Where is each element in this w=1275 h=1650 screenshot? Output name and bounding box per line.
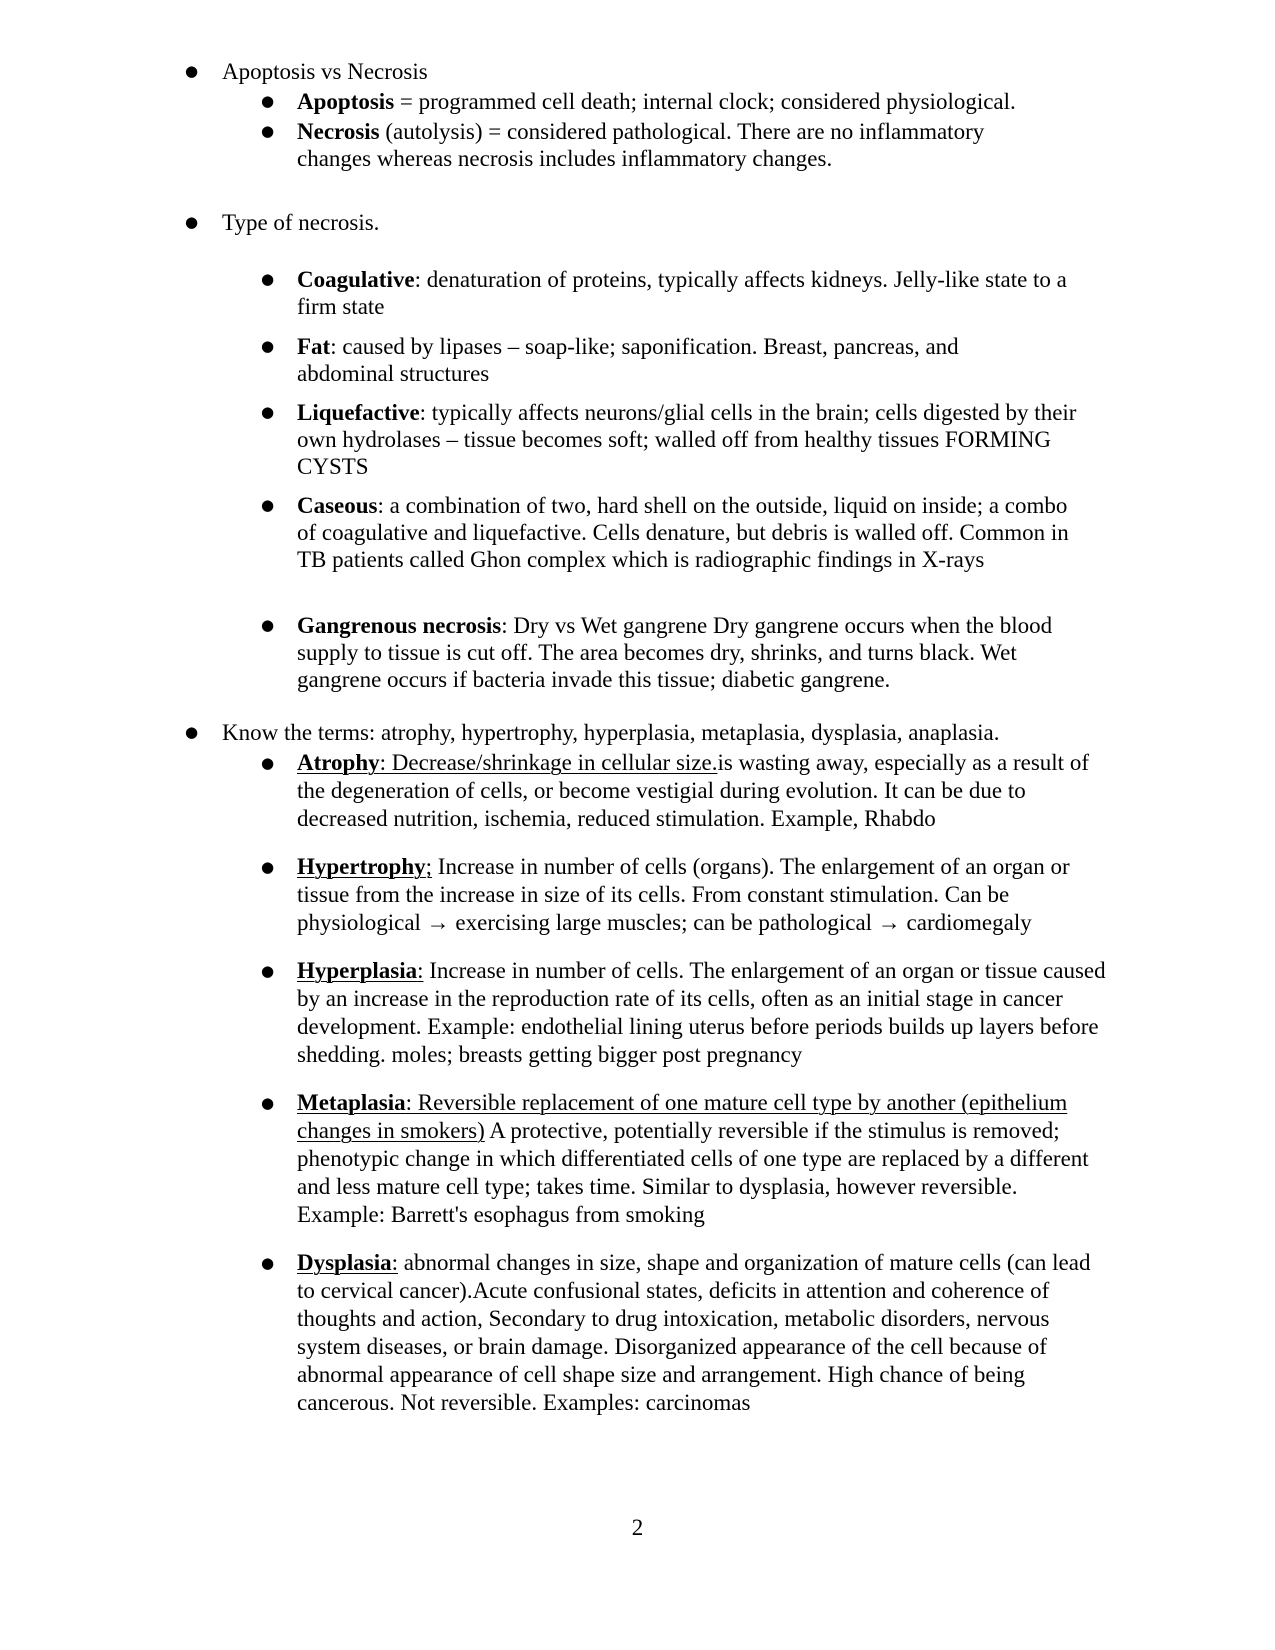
term: Liquefactive: [297, 400, 420, 425]
bullet-icon: ●: [261, 616, 275, 634]
term: Atrophy: [297, 750, 380, 775]
term: Caseous: [297, 493, 378, 518]
bullet-know-the-terms: [185, 719, 1122, 746]
definition: : caused by lipases – soap-like; saponification. Breast, pancreas, and abdominal structures: [297, 334, 959, 386]
bullet-icon: ●: [261, 270, 275, 288]
term: Metaplasia: [297, 1090, 406, 1115]
list-item: [261, 492, 1082, 573]
bullet-icon: ●: [185, 62, 199, 80]
definition: Increase in number of cells. The enlargement of an organ or tissue caused by an increase in the reproduction rate of its cells, often as an initial stage in cancer development. Example: endothelial lining uterus before periods builds up layers before shedding. moles; breasts getting bigger post pregnancy: [297, 958, 1106, 1067]
term: Apoptosis: [297, 89, 395, 114]
underlined-definition: :: [391, 1250, 398, 1275]
underlined-definition: : Decrease/shrinkage in cellular size.: [379, 750, 718, 775]
term: Hyperplasia: [297, 958, 418, 983]
term: Hypertrophy: [297, 854, 426, 879]
term: Fat: [297, 334, 331, 359]
underlined-definition: ;: [425, 854, 433, 879]
bullet-type-of-necrosis: [185, 209, 1102, 236]
definition: (autolysis) = considered pathological. There are no inflammatory changes whereas necrosis includes inflammatory changes.: [297, 119, 985, 171]
definition: Increase in number of cells (organs). The enlargement of an organ or tissue from the increase in size of its cells. From constant stimulation. Can be physiological → exercising large muscles; can be pathological → cardiomegaly: [297, 854, 1070, 935]
term: Coagulative: [297, 267, 415, 292]
bullet-icon: ●: [261, 1254, 275, 1272]
definition: = programmed cell death; internal clock; considered physiological.: [394, 89, 1016, 114]
bullet-icon: ●: [261, 962, 275, 980]
bullet-icon: ●: [261, 92, 275, 110]
term: Dysplasia: [297, 1250, 392, 1275]
bullet-apoptosis-vs-necrosis: [185, 58, 1102, 85]
underlined-definition: : Reversible replacement of one mature cell type by another (epithelium changes in smokers): [297, 1090, 1068, 1143]
definition: : Dry vs Wet gangrene Dry gangrene occurs when the blood supply to tissue is cut off. The area becomes dry, shrinks, and turns black. Wet gangrene occurs if bacteria invade this tissue; diabetic gangrene.: [297, 613, 1053, 692]
list-item: [261, 266, 1107, 320]
list-item: [261, 612, 1082, 693]
term: Gangrenous necrosis: [297, 613, 502, 638]
bullet-icon: ●: [261, 403, 275, 421]
page-number: 2: [631, 1515, 644, 1540]
bullet-icon: ●: [261, 754, 275, 772]
bullet-icon: ●: [261, 496, 275, 514]
list-item: [261, 749, 1107, 833]
definition: A protective, potentially reversible if the stimulus is removed; phenotypic change in which differentiated cells of one type are replaced by a different and less mature cell type; takes time. Similar to dysplasia, however reversible. Example: Barrett's esophagus from smoking: [297, 1118, 1089, 1227]
bullet-icon: ●: [261, 1094, 275, 1112]
definition: is wasting away, especially as a result of the degeneration of cells, or become vestigial during evolution. It can be due to decreased nutrition, ischemia, reduced stimulation. Example, Rhabdo: [297, 750, 1089, 831]
list-item: [261, 1089, 1107, 1229]
definition: : denaturation of proteins, typically affects kidneys. Jelly-like state to a firm state: [297, 267, 1067, 319]
bullet-icon: ●: [185, 213, 199, 231]
list-item: [261, 1249, 1107, 1417]
definition: : a combination of two, hard shell on the outside, liquid on inside; a combo of coagulative and liquefactive. Cells denature, but debris is walled off. Common in TB patients called Ghon complex which is radiographic findings in X-rays: [297, 493, 1069, 572]
definition: : typically affects neurons/glial cells in the brain; cells digested by their own hydrolases – tissue becomes soft; walled off from healthy tissues FORMING CYSTS: [297, 400, 1077, 479]
definition: abnormal changes in size, shape and organization of mature cells (can lead to cervical cancer).Acute confusional states, deficits in attention and coherence of thoughts and action, Secondary to drug intoxication, metabolic disorders, nervous system diseases, or brain damage. Disorganized appearance of the cell because of abnormal appearance of cell shape size and arrangement. High chance of being cancerous. Not reversible. Examples: carcinomas: [297, 1250, 1091, 1415]
list-item: [261, 957, 1107, 1069]
list-item: [261, 333, 997, 387]
list-item: [261, 399, 1087, 480]
section-heading: Apoptosis vs Necrosis: [222, 59, 428, 84]
bullet-icon: ●: [261, 122, 275, 140]
term: Necrosis: [297, 119, 380, 144]
bullet-icon: ●: [185, 723, 199, 741]
section-heading: Know the terms: atrophy, hypertrophy, hyperplasia, metaplasia, dysplasia, anaplasia.: [222, 720, 1000, 745]
bullet-icon: ●: [261, 337, 275, 355]
list-item: [261, 88, 1107, 115]
section-heading: Type of necrosis.: [222, 210, 380, 235]
list-item: [261, 853, 1107, 937]
underlined-definition: :: [417, 958, 424, 983]
list-item: [261, 118, 1037, 172]
bullet-icon: ●: [261, 858, 275, 876]
